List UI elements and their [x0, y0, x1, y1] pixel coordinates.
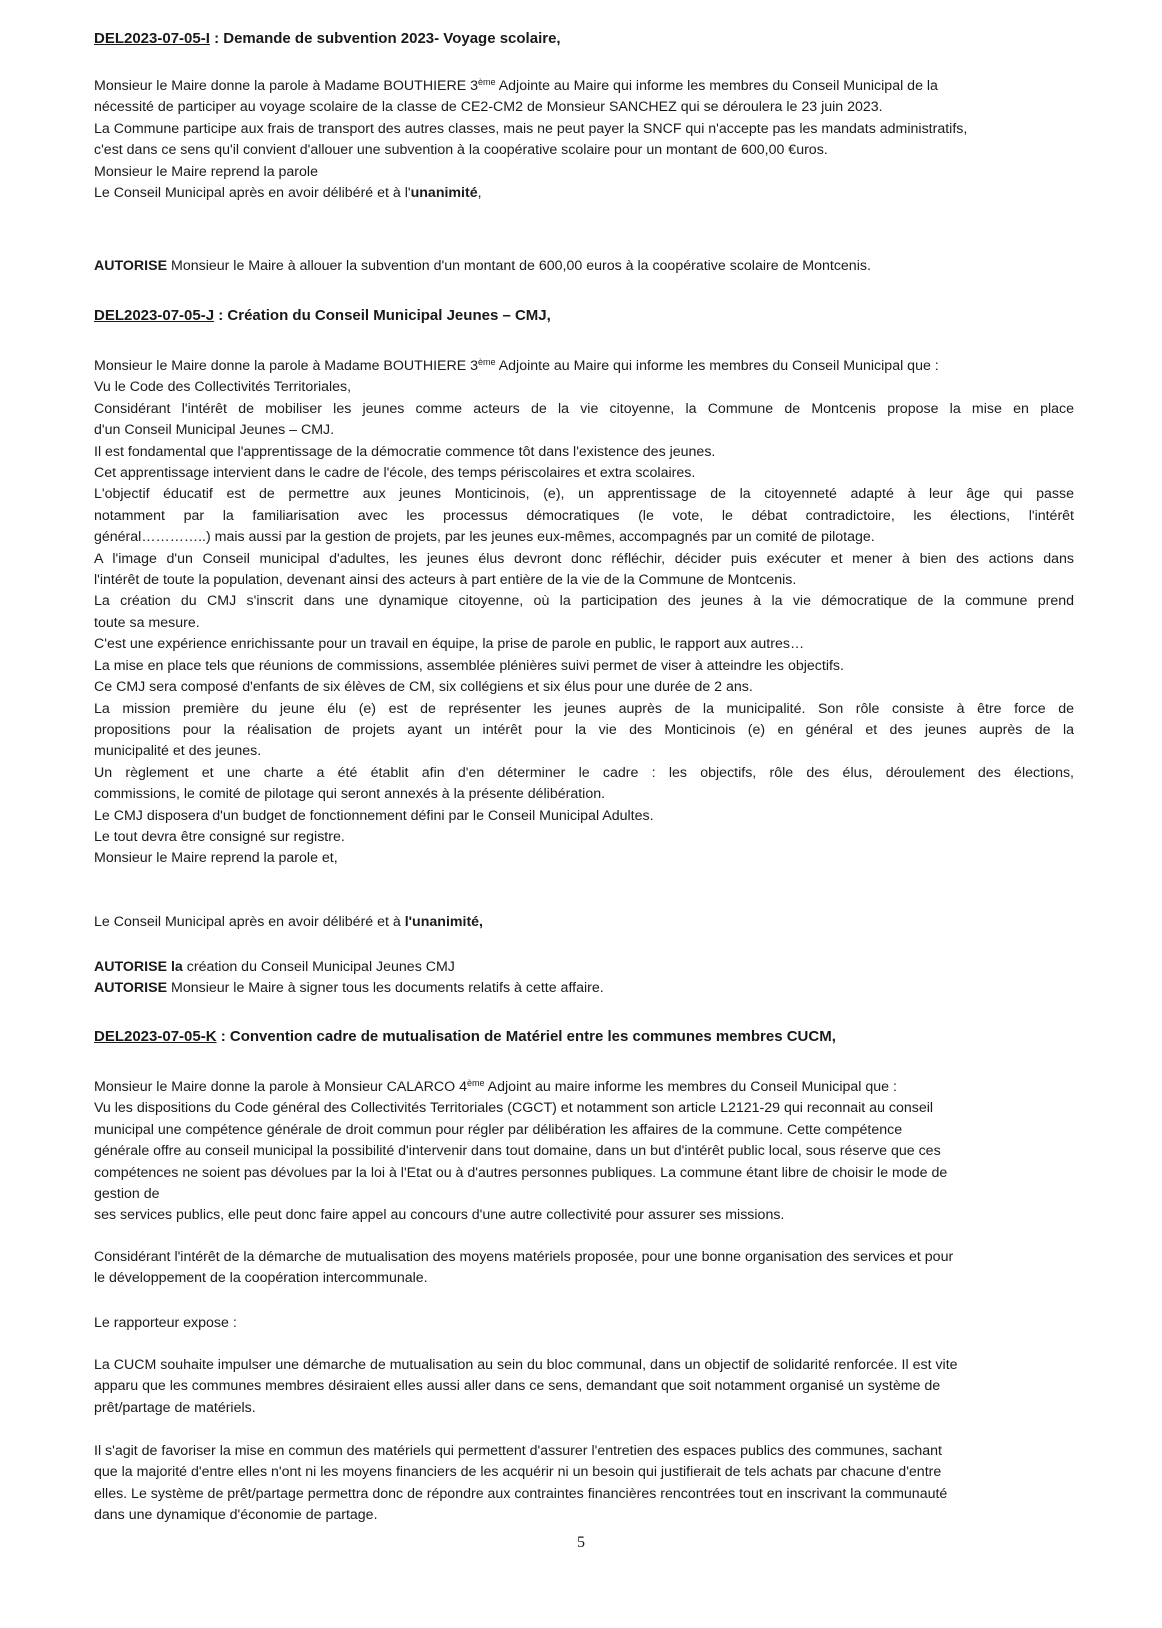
paragraph-line: apparu que les communes membres désiraient elles aussi aller dans ce sens, demandant que soit notamment organisé un système de [94, 1378, 941, 1395]
text-run: Le Conseil Municipal après en avoir délibéré et à [94, 914, 405, 930]
paragraph-line: Le rapporteur expose : [94, 1315, 237, 1331]
authorise-keyword: AUTORISE [94, 980, 168, 997]
paragraph-line: La mission première du jeune élu (e) est de représenter les jeunes auprès de la municipalité. Son rôle consiste à être force de [94, 700, 1074, 717]
deliberation-ref: DEL2023-07-05-I [94, 30, 210, 47]
deliberation-ref: DEL2023-07-05-J [94, 307, 215, 324]
paragraph-line: Le CMJ disposera d'un budget de fonctionnement défini par le Conseil Municipal Adultes. [94, 807, 654, 824]
paragraph-line [94, 76, 1074, 97]
paragraph-line: La création du CMJ s'inscrit dans une dynamique citoyenne, où la participation des jeunes à la vie démocratique de la commune prend [94, 593, 1074, 610]
text-run: Adjointe au Maire qui informe les membres du Conseil Municipal que : [495, 358, 939, 374]
paragraph-line: Considérant l'intérêt de mobiliser les jeunes comme acteurs de la vie citoyenne, la Commune de Montcenis propose la mise en place [94, 400, 1074, 417]
paragraph-line: notamment par la familiarisation avec les processus démocratiques (le vote, le débat contradictoire, les élections, l'intérêt [94, 507, 1074, 524]
deliberation-ref: DEL2023-07-05-K [94, 1028, 217, 1045]
section-del-i-decision [94, 256, 1074, 277]
paragraph-line: elles. Le système de prêt/partage permettra donc de répondre aux contraintes financières rencontrées tout en inscrivant la communauté [94, 1485, 948, 1502]
authorise-keyword: AUTORISE [94, 258, 168, 274]
paragraph-line: toute sa mesure. [94, 614, 200, 631]
paragraph-line: La CUCM souhaite impulser une démarche de mutualisation au sein du bloc communal, dans un objectif de solidarité renforcée. Il est vite [94, 1357, 958, 1373]
text-run: , [477, 185, 482, 202]
paragraph-line: compétences ne soient pas dévolues par la loi à l'Etat ou à d'autres personnes publiques. La commune étant libre de choisir le mode de [94, 1164, 948, 1181]
paragraph-line [94, 912, 1074, 933]
section-del-k-rapporteur [94, 1313, 1074, 1334]
paragraph-line: Monsieur le Maire reprend la parole [94, 163, 318, 180]
ordinal-suffix: ème [478, 357, 496, 367]
section-del-k-paragraph-materiels [94, 1441, 1074, 1527]
paragraph-line: L'objectif éducatif est de permettre aux jeunes Monticinois, (e), un apprentissage de la citoyenneté adapté à leur âge qui passe [94, 486, 1074, 503]
paragraph-line: l'intérêt de toute la population, devenant ainsi des acteurs à part entière de la vie de la Commune de Montcenis. [94, 572, 797, 589]
paragraph-line: le développement de la coopération intercommunale. [94, 1270, 428, 1287]
paragraph-line: La Commune participe aux frais de transport des autres classes, mais ne peut payer la SNCF qui n'accepte pas les mandats administratifs, [94, 120, 968, 137]
text-run: Monsieur le Maire donne la parole à Madame BOUTHIERE 3 [94, 358, 479, 374]
text-run: Monsieur le Maire à signer tous les documents relatifs à cette affaire. [167, 980, 604, 997]
decision-line [94, 957, 1074, 978]
paragraph-line: C'est une expérience enrichissante pour un travail en équipe, la prise de parole en public, le rapport aux autres… [94, 636, 805, 653]
paragraph-line: Un règlement et une charte a été établit afin d'en déterminer le cadre : les objectifs, rôle des élus, déroulement des élections, [94, 764, 1074, 781]
section-del-j [94, 305, 1074, 326]
section-del-k [94, 1026, 1074, 1047]
section-del-j-vote [94, 912, 1074, 933]
section-title: : Demande de subvention 2023- Voyage scolaire, [209, 30, 561, 47]
paragraph-line: dans une dynamique d'économie de partage. [94, 1507, 378, 1524]
paragraph-line: nécessité de participer au voyage scolaire de la classe de CE2-CM2 de Monsieur SANCHEZ qui se déroulera le 23 juin 2023. [94, 99, 883, 116]
paragraph-line [94, 356, 1074, 377]
paragraph-line: Vu les dispositions du Code général des Collectivités Territoriales (CGCT) et notamment son article L2121-29 qui reconnait au conseil [94, 1100, 934, 1117]
paragraph-line: Le tout devra être consigné sur registre. [94, 828, 345, 845]
section-title: : Création du Conseil Municipal Jeunes – CMJ, [214, 307, 551, 324]
paragraph-line: Cet apprentissage intervient dans le cadre de l'école, des temps périscolaires et extra scolaires. [94, 465, 696, 482]
section-del-k-paragraph-cucm [94, 1355, 1074, 1419]
paragraph-line: Vu le Code des Collectivités Territoriales, [94, 379, 352, 396]
paragraph-line: Il est fondamental que l'apprentissage de la démocratie commence tôt dans l'existence des jeunes. [94, 443, 716, 460]
section-heading [94, 305, 1074, 326]
paragraph-line: Monsieur le Maire reprend la parole et, [94, 850, 338, 867]
paragraph-line: que la majorité d'entre elles n'ont ni les moyens financiers de les acquérir ni un besoin qui justifierait de tels achats par chacune d'entre [94, 1464, 942, 1481]
unanimity-keyword: unanimité [410, 185, 478, 202]
paragraph-line: Ce CMJ sera composé d'enfants de six élèves de CM, six collégiens et six élus pour une durée de 2 ans. [94, 679, 753, 696]
text-run: Monsieur le Maire donne la parole à Madame BOUTHIERE 3 [94, 78, 479, 94]
page-number: 5 [577, 1534, 585, 1551]
decision-line [94, 256, 1074, 277]
paragraph-line: prêt/partage de matériels. [94, 1399, 256, 1416]
text-run: Le Conseil Municipal après en avoir délibéré et à l' [94, 185, 411, 202]
section-del-i-body [94, 76, 1074, 204]
section-del-k-considerant [94, 1247, 1074, 1290]
paragraph-line: ses services publics, elle peut donc faire appel au concours d'une autre collectivité pour assurer ses missions. [94, 1207, 785, 1224]
paragraph-line: d'un Conseil Municipal Jeunes – CMJ. [94, 422, 335, 439]
paragraph-line: Il s'agit de favoriser la mise en commun des matériels qui permettent d'assurer l'entretien des espaces publics des communes, sachant [94, 1443, 942, 1459]
paragraph-line: c'est dans ce sens qu'il convient d'allouer une subvention à la coopérative scolaire pour un montant de 600,00 €uros. [94, 142, 828, 159]
authorise-keyword: AUTORISE la [94, 959, 183, 975]
paragraph-line [94, 183, 1074, 204]
unanimity-keyword: l'unanimité, [404, 914, 483, 930]
paragraph-line: commissions, le comité de pilotage qui seront annexés à la présente délibération. [94, 786, 606, 803]
text-run: Adjoint au maire informe les membres du Conseil Municipal que : [484, 1079, 897, 1095]
section-heading [94, 1026, 1074, 1047]
section-del-k-body [94, 1077, 1074, 1227]
paragraph-line: municipalité et des jeunes. [94, 743, 262, 760]
section-del-j-decision [94, 957, 1074, 1000]
section-heading [94, 28, 1074, 49]
section-del-j-body [94, 356, 1074, 870]
paragraph-line: propositions pour la réalisation de projets ayant un intérêt pour la vie des Monticinois (e) en général et des jeunes auprès de la [94, 721, 1074, 738]
paragraph-line: Considérant l'intérêt de la démarche de mutualisation des moyens matériels proposée, pour une bonne organisation des services et pour [94, 1249, 954, 1265]
paragraph-line [94, 1077, 1074, 1098]
paragraph-line: A l'image d'un Conseil municipal d'adultes, les jeunes élus devront donc réfléchir, décider puis exécuter et mener à bien des actions dans [94, 550, 1074, 567]
ordinal-suffix: ème [467, 1078, 485, 1088]
paragraph-line: municipal une compétence générale de droit commun pour régler par délibération les affaires de la commune. Cette compétence [94, 1121, 903, 1138]
paragraph-line: général…………..) mais aussi par la gestion de projets, par les jeunes eux-mêmes, accompagnés par un comité de pilotage. [94, 529, 875, 546]
decision-line [94, 978, 1074, 999]
ordinal-suffix: ème [478, 77, 496, 87]
text-run: Monsieur le Maire donne la parole à Monsieur CALARCO 4 [94, 1079, 467, 1095]
text-run: Monsieur le Maire à allouer la subvention d'un montant de 600,00 euros à la coopérative scolaire de Montcenis. [167, 258, 871, 274]
section-title: : Convention cadre de mutualisation de Matériel entre les communes membres CUCM, [216, 1028, 836, 1045]
paragraph-line: gestion de [94, 1186, 160, 1203]
section-del-i [94, 28, 1074, 49]
paragraph-line: générale offre au conseil municipal la possibilité d'intervenir dans tout domaine, dans un but d'intérêt public local, sous réserve que ces [94, 1143, 941, 1160]
text-run: Adjointe au Maire qui informe les membres du Conseil Municipal de la [495, 78, 938, 94]
paragraph-line: La mise en place tels que réunions de commissions, assemblée plénières suivi permet de viser à atteindre les objectifs. [94, 657, 844, 674]
text-run: création du Conseil Municipal Jeunes CMJ [182, 959, 455, 975]
